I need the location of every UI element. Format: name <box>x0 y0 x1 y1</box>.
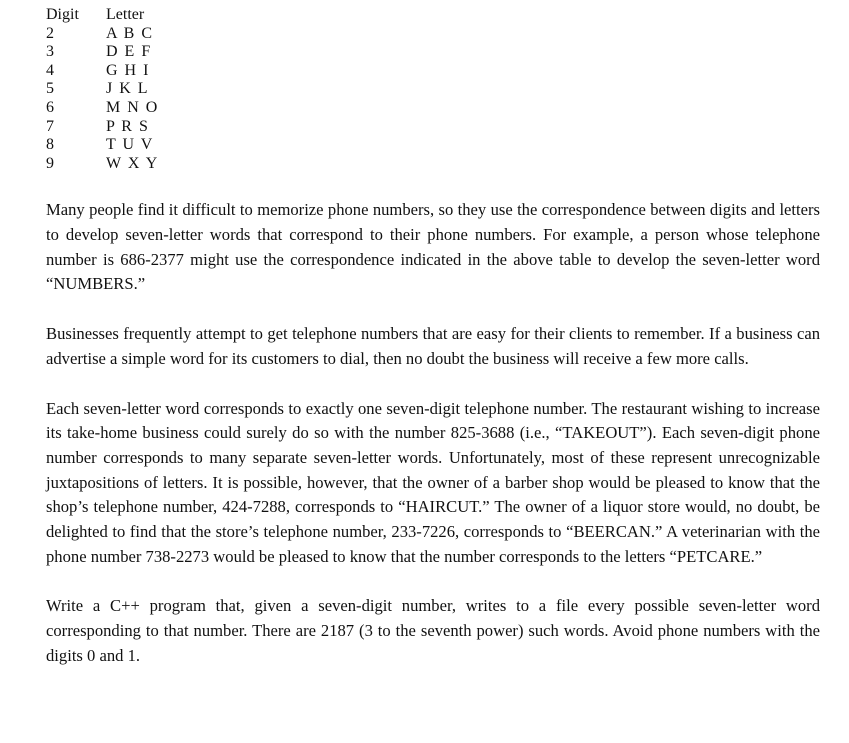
letters-cell: M N O <box>106 98 159 116</box>
letters-cell: G H I <box>106 61 150 79</box>
table-row <box>46 155 159 174</box>
digit-letter-table <box>46 6 159 173</box>
table-row <box>46 25 159 44</box>
letters-cell: J K L <box>106 80 150 98</box>
header-letter: Letter <box>106 6 145 23</box>
digit-cell: 8 <box>46 136 54 154</box>
paragraph-examples: Each seven-letter word corresponds to exactly one seven-digit telephone number. The restaurant wishing to increase its take-home business could surely do so with the number 825-3688 (i.e., “TAKEOUT”). Each seven-digit phone number corresponds to many separate seven-letter words. Unfortunately, most of these represent unrecognizable juxtapositions of letters. It is possible, however, that the owner of a barber shop would be pleased to know that the shop’s telephone number, 424-7288, corresponds to “HAIRCUT.” The owner of a liquor store would, no doubt, be delighted to find that the store’s telephone number, 233-7226, corresponds to “BEERCAN.” A veterinarian with the phone number 738-2273 would be pleased to know that the number corresponds to the letters “PETCARE.” <box>46 398 820 566</box>
letters-cell: D E F <box>106 43 152 61</box>
digit-cell: 3 <box>46 43 54 61</box>
digit-cell: 5 <box>46 80 54 98</box>
table-row <box>46 118 159 137</box>
paragraph-intro: Many people find it difficult to memorize phone numbers, so they use the correspondence between digits and letters to develop seven-letter words that correspond to their phone numbers. For example, a person whose telephone number is 686-2377 might use the correspondence indicated in the above table to develop the seven-letter word “NUMBERS.” <box>46 200 820 294</box>
digit-cell: 6 <box>46 98 54 116</box>
header-digit: Digit <box>46 6 79 23</box>
paragraph-businesses: Businesses frequently attempt to get telephone numbers that are easy for their clients to remember. If a business can advertise a simple word for its customers to dial, then no doubt the business will receive a few more calls. <box>46 324 820 368</box>
letters-cell: T U V <box>106 136 154 154</box>
table-row <box>46 136 159 155</box>
table-row <box>46 99 159 118</box>
digit-cell: 4 <box>46 61 54 79</box>
table-header-row <box>46 6 159 25</box>
letters-cell: A B C <box>106 24 154 42</box>
letters-cell: P R S <box>106 117 150 135</box>
paragraph-task: Write a C++ program that, given a seven-digit number, writes to a file every possible seven-letter word corresponding to that number. There are 2187 (3 to the seventh power) such words. Avoid phone numbers with the digits 0 and 1. <box>46 596 820 665</box>
document-page <box>46 6 820 669</box>
digit-cell: 7 <box>46 117 54 135</box>
table-row <box>46 80 159 99</box>
table-row <box>46 62 159 81</box>
table-row <box>46 43 159 62</box>
letters-cell: W X Y <box>106 154 159 172</box>
digit-cell: 9 <box>46 154 54 172</box>
digit-cell: 2 <box>46 24 54 42</box>
